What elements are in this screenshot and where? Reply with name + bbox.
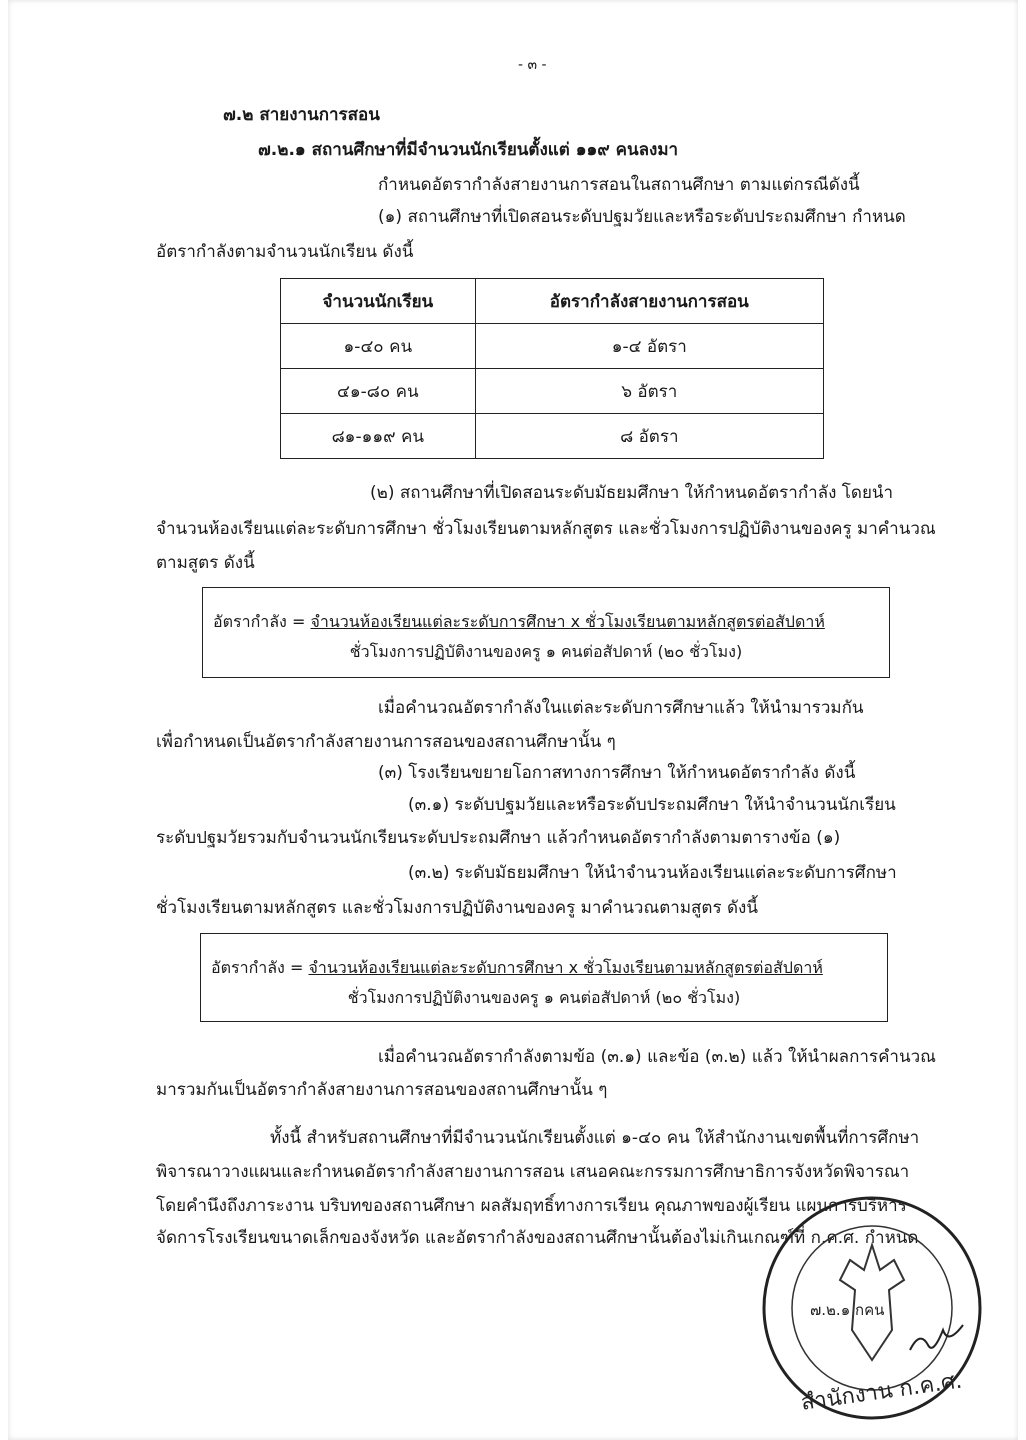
table-row xyxy=(281,414,824,459)
item3-1-line1: (๓.๑) ระดับปฐมวัยและหรือระดับประถมศึกษา ให้นำจำนวนนักเรียน xyxy=(408,795,896,815)
subsection-heading: ๗.๒.๑ สถานศึกษาที่มีจำนวนนักเรียนตั้งแต่ ๑๑๙ คนลงมา xyxy=(258,140,679,160)
closing-line4: จัดการโรงเรียนขนาดเล็กของจังหวัด และอัตรากำลังของสถานศึกษานั้นต้องไม่เกินเกณฑ์ที่ ก.ค.ศ. กำหนด xyxy=(156,1228,919,1248)
header-students: จำนวนนักเรียน xyxy=(281,279,476,324)
formula-denominator: ชั่วโมงการปฏิบัติงานของครู ๑ คนต่อสัปดาห์ (๒๐ ชั่วโมง) xyxy=(349,642,743,661)
item3-2-line1: (๓.๒) ระดับมัธยมศึกษา ให้นำจำนวนห้องเรียนแต่ละระดับการศึกษา xyxy=(408,863,897,883)
formula-denominator: ชั่วโมงการปฏิบัติงานของครู ๑ คนต่อสัปดาห์ (๒๐ ชั่วโมง) xyxy=(347,988,741,1007)
signature-mark xyxy=(910,1325,963,1350)
item3-1-line2: ระดับปฐมวัยรวมกับจำนวนนักเรียนระดับประถมศึกษา แล้วกำหนดอัตรากำลังตามตารางข้อ (๑) xyxy=(156,828,841,848)
cell: ๑-๔๐ คน xyxy=(281,324,476,369)
header-teaching-rate: อัตรากำลังสายงานการสอน xyxy=(475,279,823,324)
formula-box-1 xyxy=(202,587,890,678)
official-seal-stamp xyxy=(760,1190,985,1420)
item3-2-line2: ชั่วโมงเรียนตามหลักสูตร และชั่วโมงการปฏิบัติงานของครู มาคำนวณตามสูตร ดังนี้ xyxy=(156,898,758,918)
cell: ๑-๔ อัตรา xyxy=(475,324,823,369)
formula-label: อัตรากำลัง = xyxy=(213,612,311,631)
after-formula2-line1: เมื่อคำนวณอัตรากำลังตามข้อ (๓.๑) และข้อ (๓.๒) แล้ว ให้นำผลการคำนวณ xyxy=(378,1047,936,1067)
item2-line3: ตามสูตร ดังนี้ xyxy=(156,553,255,573)
item2-line2: จำนวนห้องเรียนแต่ละระดับการศึกษา ชั่วโมงเรียนตามหลักสูตร และชั่วโมงการปฏิบัติงานของครู มาคำนวณ xyxy=(156,519,936,539)
svg-text:สำนักงาน ก.ค.ศ.: สำนักงาน ก.ค.ศ. xyxy=(799,1368,964,1416)
item3: (๓) โรงเรียนขยายโอกาสทางการศึกษา ให้กำหนดอัตรากำลัง ดังนี้ xyxy=(378,763,856,783)
item1-line1: (๑) สถานศึกษาที่เปิดสอนระดับปฐมวัยและหรือระดับประถมศึกษา กำหนด xyxy=(378,207,906,227)
after-formula-line2: เพื่อกำหนดเป็นอัตรากำลังสายงานการสอนของสถานศึกษานั้น ๆ xyxy=(156,732,616,752)
cell: ๘ อัตรา xyxy=(475,414,823,459)
cell: ๖ อัตรา xyxy=(475,369,823,414)
svg-text:๗.๒.๑ กคน: ๗.๒.๑ กคน xyxy=(810,1301,885,1319)
table-row xyxy=(281,324,824,369)
table-row xyxy=(281,369,824,414)
formula-numerator: จำนวนห้องเรียนแต่ละระดับการศึกษา x ชั่วโมงเรียนตามหลักสูตรต่อสัปดาห์ xyxy=(310,612,825,631)
item1-line2: อัตรากำลังตามจำนวนนักเรียน ดังนี้ xyxy=(156,242,414,262)
formula-box-2 xyxy=(200,933,888,1022)
closing-line3: โดยคำนึงถึงภาระงาน บริบทของสถานศึกษา ผลสัมฤทธิ์ทางการเรียน คุณภาพของผู้เรียน แผนการบริหาร xyxy=(156,1196,907,1216)
document-page xyxy=(8,0,1018,1440)
formula-label: อัตรากำลัง = xyxy=(211,958,309,977)
cell: ๘๑-๑๑๙ คน xyxy=(281,414,476,459)
section-heading: ๗.๒ สายงานการสอน xyxy=(223,105,380,125)
closing-line2: พิจารณาวางแผนและกำหนดอัตรากำลังสายงานการสอน เสนอคณะกรรมการศึกษาธิการจังหวัดพิจารณา xyxy=(156,1162,910,1182)
staffing-table xyxy=(280,278,824,459)
item2-line1: (๒) สถานศึกษาที่เปิดสอนระดับมัธยมศึกษา ให้กำหนดอัตรากำลัง โดยนำ xyxy=(370,483,894,503)
after-formula2-line2: มารวมกันเป็นอัตรากำลังสายงานการสอนของสถานศึกษานั้น ๆ xyxy=(156,1080,608,1100)
formula-numerator: จำนวนห้องเรียนแต่ละระดับการศึกษา x ชั่วโมงเรียนตามหลักสูตรต่อสัปดาห์ xyxy=(308,958,823,977)
closing-line1: ทั้งนี้ สำหรับสถานศึกษาที่มีจำนวนนักเรียนตั้งแต่ ๑-๔๐ คน ให้สำนักงานเขตพื้นที่การศึกษา xyxy=(270,1128,920,1148)
table-header-row xyxy=(281,279,824,324)
cell: ๔๑-๘๐ คน xyxy=(281,369,476,414)
after-formula-line1: เมื่อคำนวณอัตรากำลังในแต่ละระดับการศึกษาแล้ว ให้นำมารวมกัน xyxy=(378,698,864,718)
intro-text: กำหนดอัตรากำลังสายงานการสอนในสถานศึกษา ตามแต่กรณีดังนี้ xyxy=(378,175,860,195)
page-number: - ๓ - xyxy=(518,57,547,73)
